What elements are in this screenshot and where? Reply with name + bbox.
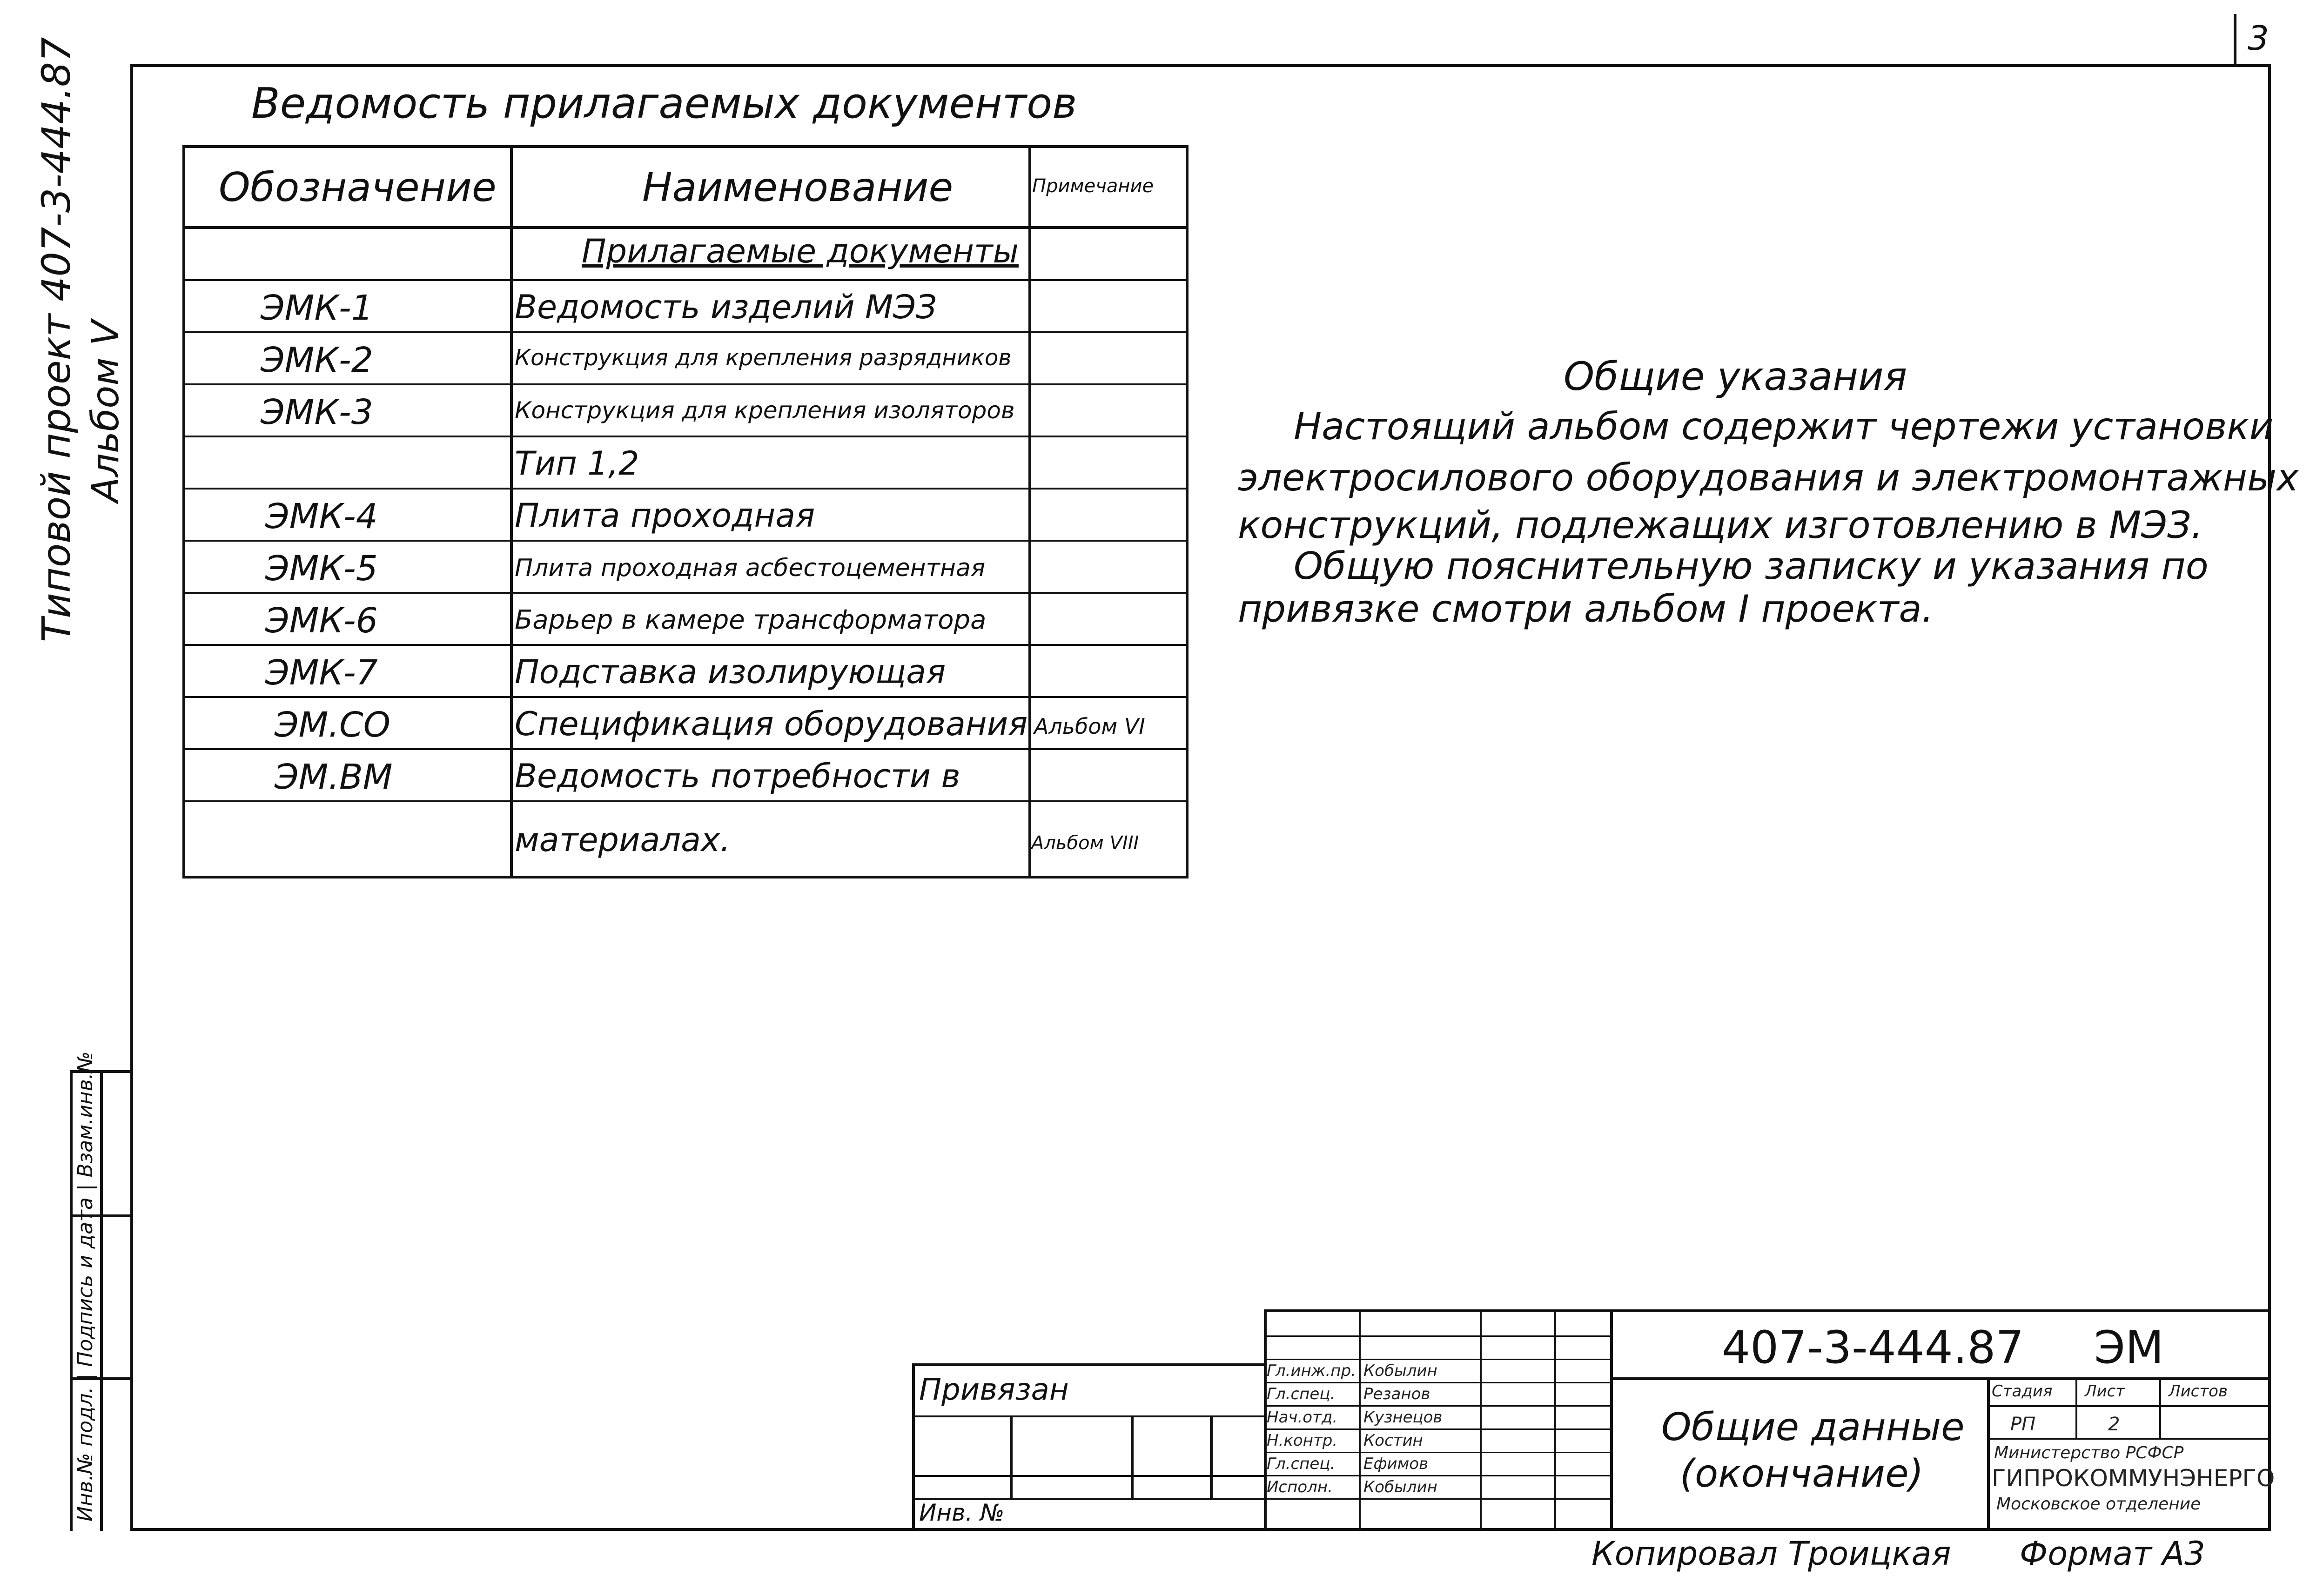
- tb-stage-col: [2159, 1377, 2161, 1440]
- doc-table-row-line: [182, 644, 1188, 646]
- tb-inv-label: Инв. №: [919, 1499, 1005, 1526]
- doc-table-row-line: [182, 436, 1188, 437]
- row-note: Альбом VIII: [1031, 832, 1139, 854]
- sheet-number-divider: [2234, 14, 2236, 65]
- row-name: Ведомость изделий МЭЗ: [515, 288, 937, 326]
- frame-bottom-line: [130, 1528, 2271, 1531]
- row-name: Ведомость потребности в: [515, 757, 960, 795]
- tb-sheet-subtitle: (окончание): [1680, 1452, 1924, 1496]
- general-title: Общие указания: [1564, 354, 1907, 399]
- tb-sheets-label: Листов: [2169, 1382, 2228, 1401]
- tb-sign-row: [1264, 1428, 1610, 1430]
- tb-sign-col: [1359, 1309, 1361, 1528]
- copied-by: Копировал Троицкая: [1591, 1535, 1951, 1573]
- sheet-number: 3: [2248, 19, 2269, 58]
- doc-table-row-line: [182, 800, 1188, 802]
- doc-table-row-line: [182, 748, 1188, 750]
- row-code: ЭМК-1: [261, 288, 373, 328]
- header-note: Примечание: [1032, 175, 1154, 197]
- tb-sign-col: [1554, 1309, 1556, 1528]
- row-name: Плита проходная асбестоцементная: [515, 554, 986, 582]
- doc-table-row-line: [182, 592, 1188, 594]
- tb-role: Н.контр.: [1267, 1431, 1338, 1450]
- margin-project-title: Типовой проект 407-3-444.87: [34, 37, 79, 642]
- stamp-box-left-line: [70, 1070, 73, 1531]
- row-code: ЭМ.ВМ: [275, 757, 393, 797]
- row-name: Тип 1,2: [515, 444, 639, 483]
- tb-main-top: [1264, 1309, 2271, 1312]
- tb-project-code: 407-3-444.87: [1722, 1321, 2024, 1374]
- general-line: Общую пояснительную записку и указания по: [1294, 544, 2209, 588]
- margin-album-label: Альбом V: [84, 320, 127, 503]
- tb-stage-row: [1987, 1438, 2271, 1440]
- tb-role: Гл.спец.: [1267, 1385, 1336, 1403]
- documents-subheader: Прилагаемые документы: [582, 232, 1019, 270]
- doc-table-header-bottom: [182, 226, 1188, 229]
- tb-linked-line: [912, 1475, 1266, 1477]
- frame-left-line: [130, 64, 133, 1531]
- row-name: Конструкция для крепления изоляторов: [515, 397, 1015, 424]
- tb-linked-col: [1210, 1415, 1213, 1499]
- doc-table-col-line: [1028, 145, 1031, 878]
- tb-sign-row: [1264, 1382, 1610, 1383]
- tb-stage-left: [1987, 1377, 1990, 1528]
- doc-table-row-line: [182, 279, 1188, 281]
- row-name: Спецификация оборудования: [515, 705, 1028, 743]
- tb-sheet-label: Лист: [2085, 1382, 2125, 1401]
- tb-name: Костин: [1363, 1431, 1423, 1450]
- row-name: Плита проходная: [515, 496, 815, 535]
- tb-linked-col: [1131, 1415, 1134, 1499]
- tb-mark: ЭМ: [2094, 1321, 2164, 1374]
- tb-sign-row: [1264, 1359, 1610, 1360]
- general-line: конструкций, подлежащих изготовлению в МЭЗ.: [1238, 503, 2203, 547]
- header-name: Наименование: [642, 164, 954, 211]
- row-name: материалах.: [515, 821, 731, 859]
- doc-table-right: [1186, 145, 1189, 878]
- row-code: ЭМ.СО: [275, 705, 390, 745]
- row-code: ЭМК-3: [261, 392, 373, 432]
- tb-sign-row: [1264, 1335, 1610, 1337]
- tb-stage-col: [2075, 1377, 2077, 1440]
- row-name: Конструкция для крепления разрядников: [515, 345, 1012, 371]
- tb-sign-col: [1480, 1309, 1482, 1528]
- tb-linked-line: [912, 1415, 1266, 1417]
- tb-sign-row: [1264, 1452, 1610, 1453]
- doc-table-row-line: [182, 696, 1188, 698]
- row-code: ЭМК-5: [265, 549, 378, 589]
- row-name: Подставка изолирующая: [515, 653, 946, 691]
- tb-sheet-value: 2: [2108, 1414, 2120, 1435]
- tb-stage-value: РП: [2010, 1414, 2036, 1435]
- row-name: Барьер в камере трансформатора: [515, 605, 987, 635]
- row-note: Альбом VI: [1034, 714, 1145, 739]
- tb-sheet-title: Общие данные: [1661, 1405, 1965, 1449]
- stamp-box-mid-line: [100, 1070, 103, 1531]
- frame-top-line: [130, 64, 2271, 67]
- general-line: Настоящий альбом содержит чертежи установки: [1294, 405, 2274, 448]
- header-designation: Обозначение: [219, 164, 497, 211]
- tb-stage-label: Стадия: [1992, 1382, 2053, 1401]
- left-stamp-fields: Инв.№ подл. | Подпись и дата | Взам.инв.№: [74, 1051, 97, 1522]
- tb-name: Ефимов: [1363, 1455, 1429, 1473]
- tb-linked-col: [1010, 1415, 1013, 1499]
- tb-sign-row: [1264, 1405, 1610, 1407]
- tb-role: Гл.спец.: [1267, 1455, 1336, 1473]
- tb-org-name: ГИПРОКОММУНЭНЕРГО: [1992, 1465, 2275, 1492]
- doc-table-row-line: [182, 540, 1188, 542]
- row-code: ЭМК-2: [261, 340, 373, 380]
- tb-linked-top: [912, 1363, 1266, 1366]
- documents-title: Ведомость прилагаемых документов: [251, 79, 1077, 128]
- tb-role: Нач.отд.: [1267, 1408, 1338, 1427]
- tb-name: Резанов: [1363, 1385, 1430, 1403]
- tb-sign-row: [1264, 1498, 1610, 1500]
- tb-sign-row: [1264, 1475, 1610, 1476]
- doc-table-top: [182, 145, 1188, 148]
- tb-linked-left: [912, 1363, 915, 1528]
- row-code: ЭМК-7: [265, 653, 378, 693]
- doc-table-col-line: [510, 145, 513, 878]
- tb-linked-label: Привязан: [919, 1373, 1069, 1407]
- doc-table-left: [182, 145, 185, 878]
- general-line: электросилового оборудования и электромонтажных: [1238, 456, 2299, 499]
- doc-table-bottom: [182, 876, 1188, 878]
- doc-table-row-line: [182, 488, 1188, 490]
- tb-org-line1: Министерство РСФСР: [1994, 1443, 2184, 1462]
- paper-format: Формат А3: [2020, 1535, 2205, 1573]
- row-code: ЭМК-6: [265, 601, 378, 641]
- tb-role: Гл.инж.пр.: [1267, 1361, 1356, 1380]
- doc-table-row-line: [182, 331, 1188, 333]
- doc-table-row-line: [182, 383, 1188, 385]
- tb-name: Кобылин: [1363, 1361, 1437, 1380]
- tb-role: Исполн.: [1267, 1478, 1333, 1496]
- tb-stage-row: [1987, 1405, 2271, 1407]
- row-code: ЭМК-4: [265, 496, 378, 536]
- general-line: привязке смотри альбом I проекта.: [1238, 587, 1934, 630]
- tb-name: Кобылин: [1363, 1478, 1437, 1496]
- tb-name: Кузнецов: [1363, 1408, 1443, 1427]
- tb-sign-col: [1610, 1309, 1613, 1528]
- tb-code-bottom: [1610, 1377, 2271, 1380]
- tb-org-line3: Московское отделение: [1996, 1495, 2201, 1514]
